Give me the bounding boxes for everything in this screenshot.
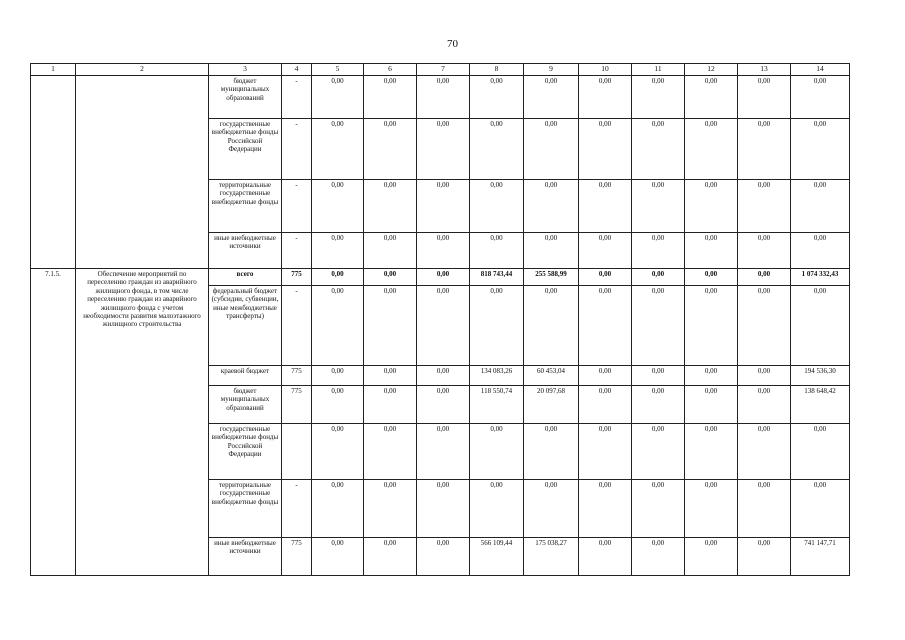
value-cell: 0,00 <box>632 424 685 480</box>
value-cell: 0,00 <box>364 366 417 386</box>
value-cell: 0,00 <box>312 538 364 576</box>
table-row <box>31 269 850 286</box>
value-cell: 0,00 <box>738 480 791 538</box>
funding-source: государственные внебюджетные фонды Российской Федерации <box>209 424 282 480</box>
value-cell: - <box>282 233 312 269</box>
value-cell: 0,00 <box>312 366 364 386</box>
value-cell: 0,00 <box>738 538 791 576</box>
value-cell: - <box>282 119 312 180</box>
funding-source: территориальные государственные внебюджетные фонды <box>209 180 282 233</box>
value-cell: 0,00 <box>417 180 470 233</box>
value-cell: 0,00 <box>312 233 364 269</box>
value-cell: 0,00 <box>364 424 417 480</box>
column-header-10: 10 <box>579 64 632 76</box>
funding-source: территориальные государственные внебюджетные фонды <box>209 480 282 538</box>
value-cell: 0,00 <box>524 233 579 269</box>
value-cell: - <box>282 480 312 538</box>
value-cell: 0,00 <box>364 286 417 366</box>
value-cell: 175 038,27 <box>524 538 579 576</box>
value-cell: 775 <box>282 269 312 286</box>
value-cell: 0,00 <box>685 76 738 119</box>
item-code <box>31 76 76 269</box>
funding-source: краевой бюджет <box>209 366 282 386</box>
value-cell: - <box>282 286 312 366</box>
value-cell: 0,00 <box>312 480 364 538</box>
value-cell: 0,00 <box>632 119 685 180</box>
value-cell: 0,00 <box>579 119 632 180</box>
value-cell: - <box>282 76 312 119</box>
funding-source: федеральный бюджет (субсидии, субвенции, иные межбюджетные трансферты) <box>209 286 282 366</box>
column-header-3: 3 <box>209 64 282 76</box>
value-cell: 118 550,74 <box>470 386 524 424</box>
value-cell: 0,00 <box>470 480 524 538</box>
value-cell: 0,00 <box>312 286 364 366</box>
value-cell: 0,00 <box>791 180 850 233</box>
value-cell: 0,00 <box>364 538 417 576</box>
page-number: 70 <box>447 38 458 50</box>
value-cell: 775 <box>282 366 312 386</box>
value-cell: 0,00 <box>364 233 417 269</box>
value-cell: 0,00 <box>524 480 579 538</box>
value-cell: 0,00 <box>791 119 850 180</box>
value-cell: - <box>282 180 312 233</box>
value-cell: 0,00 <box>312 269 364 286</box>
value-cell: 0,00 <box>312 386 364 424</box>
value-cell: 741 147,71 <box>791 538 850 576</box>
value-cell <box>282 424 312 480</box>
value-cell: 0,00 <box>738 386 791 424</box>
funding-source: всего <box>209 269 282 286</box>
value-cell: 0,00 <box>417 76 470 119</box>
value-cell: 0,00 <box>632 269 685 286</box>
value-cell: 0,00 <box>524 286 579 366</box>
value-cell: 0,00 <box>791 286 850 366</box>
value-cell: 0,00 <box>632 76 685 119</box>
column-header-11: 11 <box>632 64 685 76</box>
value-cell: 0,00 <box>791 480 850 538</box>
value-cell: 255 588,99 <box>524 269 579 286</box>
value-cell: 775 <box>282 538 312 576</box>
funding-source: бюджет муниципальных образований <box>209 76 282 119</box>
value-cell: 0,00 <box>579 286 632 366</box>
value-cell: 1 074 332,43 <box>791 269 850 286</box>
column-header-5: 5 <box>312 64 364 76</box>
value-cell: 0,00 <box>417 233 470 269</box>
funding-source: бюджет муниципальных образований <box>209 386 282 424</box>
value-cell: 0,00 <box>579 76 632 119</box>
value-cell: 134 083,26 <box>470 366 524 386</box>
value-cell: 0,00 <box>312 76 364 119</box>
value-cell: 0,00 <box>738 286 791 366</box>
value-cell: 0,00 <box>417 269 470 286</box>
value-cell: 0,00 <box>579 386 632 424</box>
value-cell: 0,00 <box>470 76 524 119</box>
value-cell: 0,00 <box>524 180 579 233</box>
value-cell: 0,00 <box>579 269 632 286</box>
value-cell: 0,00 <box>738 269 791 286</box>
value-cell: 0,00 <box>470 180 524 233</box>
value-cell: 0,00 <box>417 386 470 424</box>
value-cell: 0,00 <box>791 76 850 119</box>
column-header-4: 4 <box>282 64 312 76</box>
value-cell: 0,00 <box>685 366 738 386</box>
value-cell: 0,00 <box>364 269 417 286</box>
value-cell: 0,00 <box>685 538 738 576</box>
value-cell: 0,00 <box>579 480 632 538</box>
column-header-2: 2 <box>76 64 209 76</box>
value-cell: 0,00 <box>791 424 850 480</box>
value-cell: 0,00 <box>738 424 791 480</box>
value-cell: 0,00 <box>470 424 524 480</box>
value-cell: 0,00 <box>417 119 470 180</box>
value-cell: 0,00 <box>738 366 791 386</box>
column-header-12: 12 <box>685 64 738 76</box>
item-code: 7.1.5. <box>31 269 76 576</box>
value-cell: 0,00 <box>364 480 417 538</box>
table-row <box>31 76 850 119</box>
value-cell: 0,00 <box>364 76 417 119</box>
value-cell: 194 536,30 <box>791 366 850 386</box>
header-row <box>31 64 850 76</box>
value-cell: 0,00 <box>579 233 632 269</box>
value-cell: 0,00 <box>579 180 632 233</box>
value-cell: 0,00 <box>364 386 417 424</box>
value-cell: 0,00 <box>685 180 738 233</box>
value-cell: 0,00 <box>524 424 579 480</box>
funding-source: государственные внебюджетные фонды Российской Федерации <box>209 119 282 180</box>
value-cell: 0,00 <box>417 424 470 480</box>
value-cell: 0,00 <box>632 286 685 366</box>
column-header-6: 6 <box>364 64 417 76</box>
value-cell: 0,00 <box>579 424 632 480</box>
value-cell: 0,00 <box>685 480 738 538</box>
value-cell: 138 648,42 <box>791 386 850 424</box>
value-cell: 0,00 <box>685 424 738 480</box>
value-cell: 0,00 <box>417 538 470 576</box>
value-cell: 0,00 <box>685 269 738 286</box>
value-cell: 0,00 <box>685 386 738 424</box>
value-cell: 0,00 <box>632 538 685 576</box>
value-cell: 0,00 <box>632 480 685 538</box>
value-cell: 0,00 <box>791 233 850 269</box>
value-cell: 0,00 <box>524 119 579 180</box>
value-cell: 0,00 <box>738 180 791 233</box>
funding-source: иные внебюджетные источники <box>209 538 282 576</box>
value-cell: 60 453,04 <box>524 366 579 386</box>
value-cell: 0,00 <box>312 119 364 180</box>
value-cell: 0,00 <box>417 286 470 366</box>
value-cell: 0,00 <box>685 286 738 366</box>
value-cell: 0,00 <box>417 366 470 386</box>
value-cell: 0,00 <box>738 76 791 119</box>
value-cell: 775 <box>282 386 312 424</box>
value-cell: 0,00 <box>364 119 417 180</box>
funding-source: иные внебюджетные источники <box>209 233 282 269</box>
value-cell: 0,00 <box>685 119 738 180</box>
budget-table <box>30 63 850 576</box>
column-header-13: 13 <box>738 64 791 76</box>
item-name: Обеспечение мероприятий по переселению граждан из аварийного жилищного фонда, в том числе переселению граждан из аварийного жилищного фонда с учетом необходимости развития малоэтажного жилищного строительства <box>76 269 209 576</box>
value-cell: 0,00 <box>524 76 579 119</box>
value-cell: 0,00 <box>632 233 685 269</box>
value-cell: 818 743,44 <box>470 269 524 286</box>
value-cell: 0,00 <box>632 366 685 386</box>
value-cell: 0,00 <box>579 366 632 386</box>
item-name <box>76 76 209 269</box>
value-cell: 0,00 <box>364 180 417 233</box>
value-cell: 0,00 <box>470 286 524 366</box>
value-cell: 0,00 <box>579 538 632 576</box>
column-header-8: 8 <box>470 64 524 76</box>
value-cell: 20 097,68 <box>524 386 579 424</box>
value-cell: 566 109,44 <box>470 538 524 576</box>
value-cell: 0,00 <box>470 233 524 269</box>
column-header-1: 1 <box>31 64 76 76</box>
value-cell: 0,00 <box>312 424 364 480</box>
value-cell: 0,00 <box>632 386 685 424</box>
column-header-9: 9 <box>524 64 579 76</box>
value-cell: 0,00 <box>470 119 524 180</box>
value-cell: 0,00 <box>312 180 364 233</box>
column-header-14: 14 <box>791 64 850 76</box>
value-cell: 0,00 <box>738 119 791 180</box>
column-header-7: 7 <box>417 64 470 76</box>
value-cell: 0,00 <box>417 480 470 538</box>
value-cell: 0,00 <box>685 233 738 269</box>
value-cell: 0,00 <box>738 233 791 269</box>
value-cell: 0,00 <box>632 180 685 233</box>
